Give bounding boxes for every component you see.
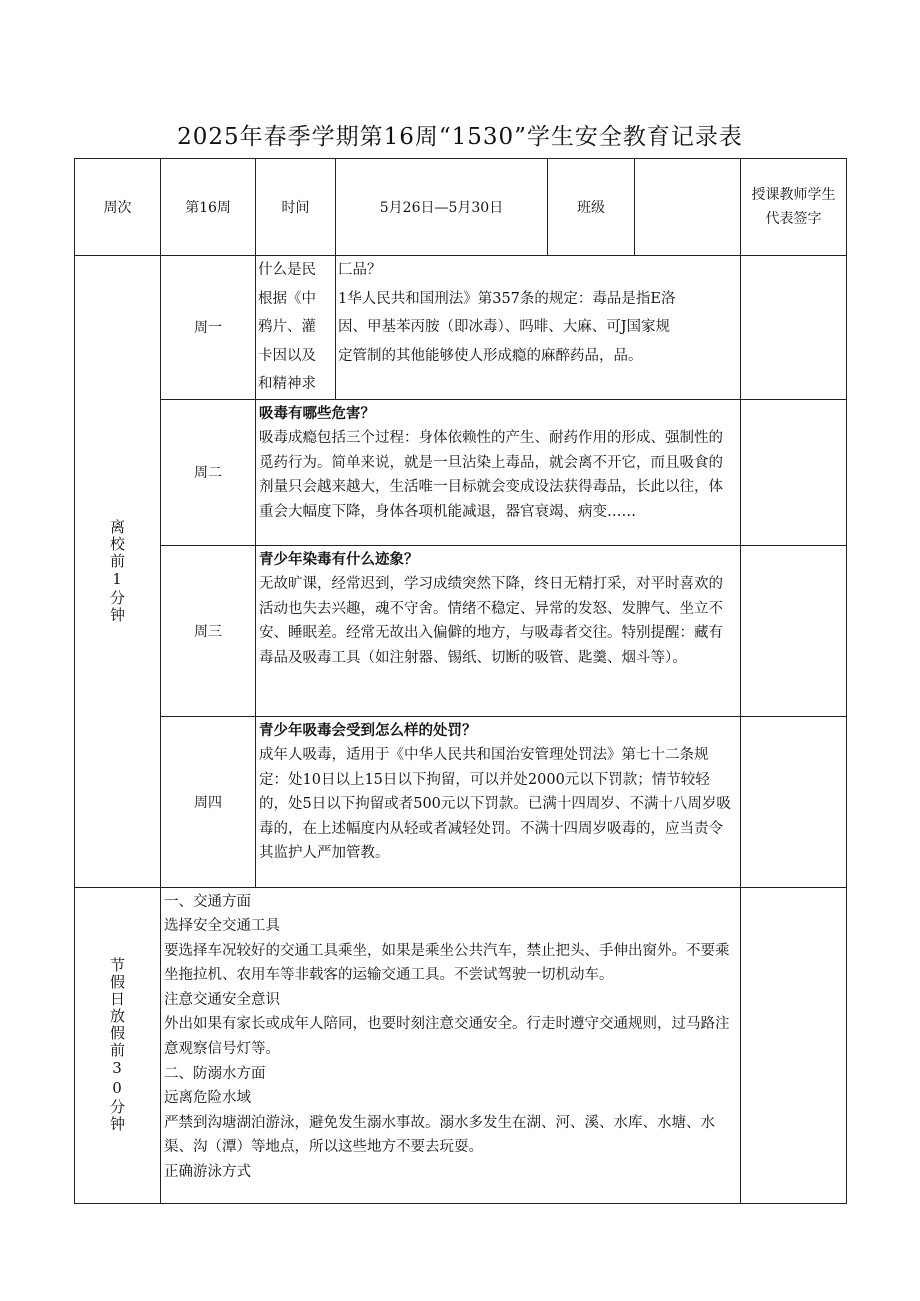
day-label: 周四 — [161, 716, 256, 887]
thursday-heading: 青少年吸毒会受到怎么样的处罚？ — [259, 721, 477, 739]
day-label: 周二 — [161, 399, 256, 545]
wednesday-heading: 青少年染毒有什么迹象？ — [259, 550, 419, 568]
signature-cell — [741, 256, 847, 400]
tuesday-content — [256, 399, 741, 545]
day-label: 周三 — [161, 545, 256, 716]
monday-left-line: 卡因以及 — [258, 347, 316, 364]
monday-left-line: 鸦片、灌 — [258, 319, 316, 335]
holiday-content — [161, 887, 741, 1203]
day-row-thursday — [75, 716, 847, 887]
day-label: 周一 — [161, 256, 256, 400]
signature-cell — [741, 399, 847, 545]
holiday-line: 外出如果有家长或成年人陪同，也要时刻注意交通安全。行走时遵守交通规则，过马路注意观察信号灯等。 — [164, 1016, 730, 1058]
monday-left-line: 根据《中 — [258, 290, 316, 307]
holiday-line: 正确游泳方式 — [164, 1164, 251, 1181]
holiday-line: 注意交通安全意识 — [164, 991, 280, 1008]
safety-record-table — [74, 158, 847, 1204]
page-title: 2025年春季学期第16周“1530”学生安全教育记录表 — [177, 124, 743, 150]
section1-label: 离校前1分钟 — [108, 518, 126, 624]
signature-label: 授课教师学生代表签字 — [741, 159, 847, 256]
monday-right-line: 因、甲基苯丙胺（即冰毒）、吗啡、大麻、可J国家规 — [338, 319, 671, 335]
week-value: 第16周 — [161, 159, 256, 256]
monday-right-line: 匚品？ — [338, 262, 382, 278]
tuesday-body: 吸毒成瘾包括三个过程：身体依赖性的产生、耐药作用的形成、强制性的觅药行为。简单来说，就是一旦沾染上毒品，就会离不开它，而且吸食的剂量只会越来越大，生活唯一目标就会变成设法获得毒品，长此以往，体重会大幅度下降，身体各项机能减退，器官衰竭、病变…… — [259, 430, 723, 520]
monday-right-line: 1华人民共和国刑法》第357条的规定：毒品是指E洛 — [338, 290, 676, 307]
monday-left-line: 和精神求 — [258, 376, 316, 392]
signature-cell — [741, 716, 847, 887]
section1-label-cell — [75, 256, 161, 888]
time-value: 5月26日—5月30日 — [336, 159, 548, 256]
day-row-monday — [75, 256, 847, 400]
wednesday-content — [256, 545, 741, 716]
holiday-line: 一、交通方面 — [164, 893, 251, 910]
monday-left-line: 什么是民 — [258, 262, 316, 278]
thursday-content — [256, 716, 741, 887]
holiday-line: 选择安全交通工具 — [164, 918, 280, 935]
day-row-wednesday — [75, 545, 847, 716]
wednesday-body: 无故旷课，经常迟到，学习成绩突然下降，终日无精打采，对平时喜欢的活动也失去兴趣，魂不守舍。情绪不稳定、异常的发怒、发脾气、坐立不安、睡眠差。经常无故出入偏僻的地方，与吸毒者交往。特别提醒：藏有毒品及吸毒工具（如注射器、锡纸、切断的吸管、匙羹、烟斗等）。 — [259, 576, 723, 666]
signature-cell — [741, 887, 847, 1203]
section2-label: 节假日放假前30分钟 — [108, 957, 126, 1133]
header-row — [75, 159, 847, 256]
holiday-line: 严禁到沟塘湖泊游泳，避免发生溺水事故。溺水多发生在湖、河、溪、水库、水塘、水渠、沟（潭）等地点，所以这些地方不要去玩耍。 — [164, 1114, 715, 1156]
holiday-line: 远离危险水域 — [164, 1090, 251, 1107]
week-label: 周次 — [75, 159, 161, 256]
tuesday-heading: 吸毒有哪些危害？ — [259, 404, 375, 422]
time-label: 时间 — [256, 159, 336, 256]
holiday-section-row — [75, 887, 847, 1203]
monday-content — [336, 256, 741, 400]
monday-right-line: 定管制的其他能够使人形成瘾的麻醉药品，品。 — [338, 347, 643, 364]
class-value — [635, 159, 741, 256]
section2-label-cell — [75, 887, 161, 1203]
signature-cell — [741, 545, 847, 716]
holiday-line: 要选择车况较好的交通工具乘坐，如果是乘坐公共汽车，禁止把头、手伸出窗外。不要乘坐拖拉机、农用车等非载客的运输交通工具。不尝试驾驶一切机动车。 — [164, 942, 730, 984]
monday-left-fragment — [256, 256, 336, 400]
class-label: 班级 — [548, 159, 635, 256]
day-row-tuesday — [75, 399, 847, 545]
thursday-body: 成年人吸毒，适用于《中华人民共和国治安管理处罚法》第七十二条规定：处10日以上15日以下拘留，可以并处2000元以下罚款；情节较轻的，处5日以下拘留或者500元以下罚款。已满十四周岁、不满十八周岁吸毒的，在上述幅度内从轻或者减轻处罚。不满十四周岁吸毒的，应当责令其监护人严加管教。 — [259, 747, 731, 861]
holiday-line: 二、防溺水方面 — [164, 1065, 266, 1082]
